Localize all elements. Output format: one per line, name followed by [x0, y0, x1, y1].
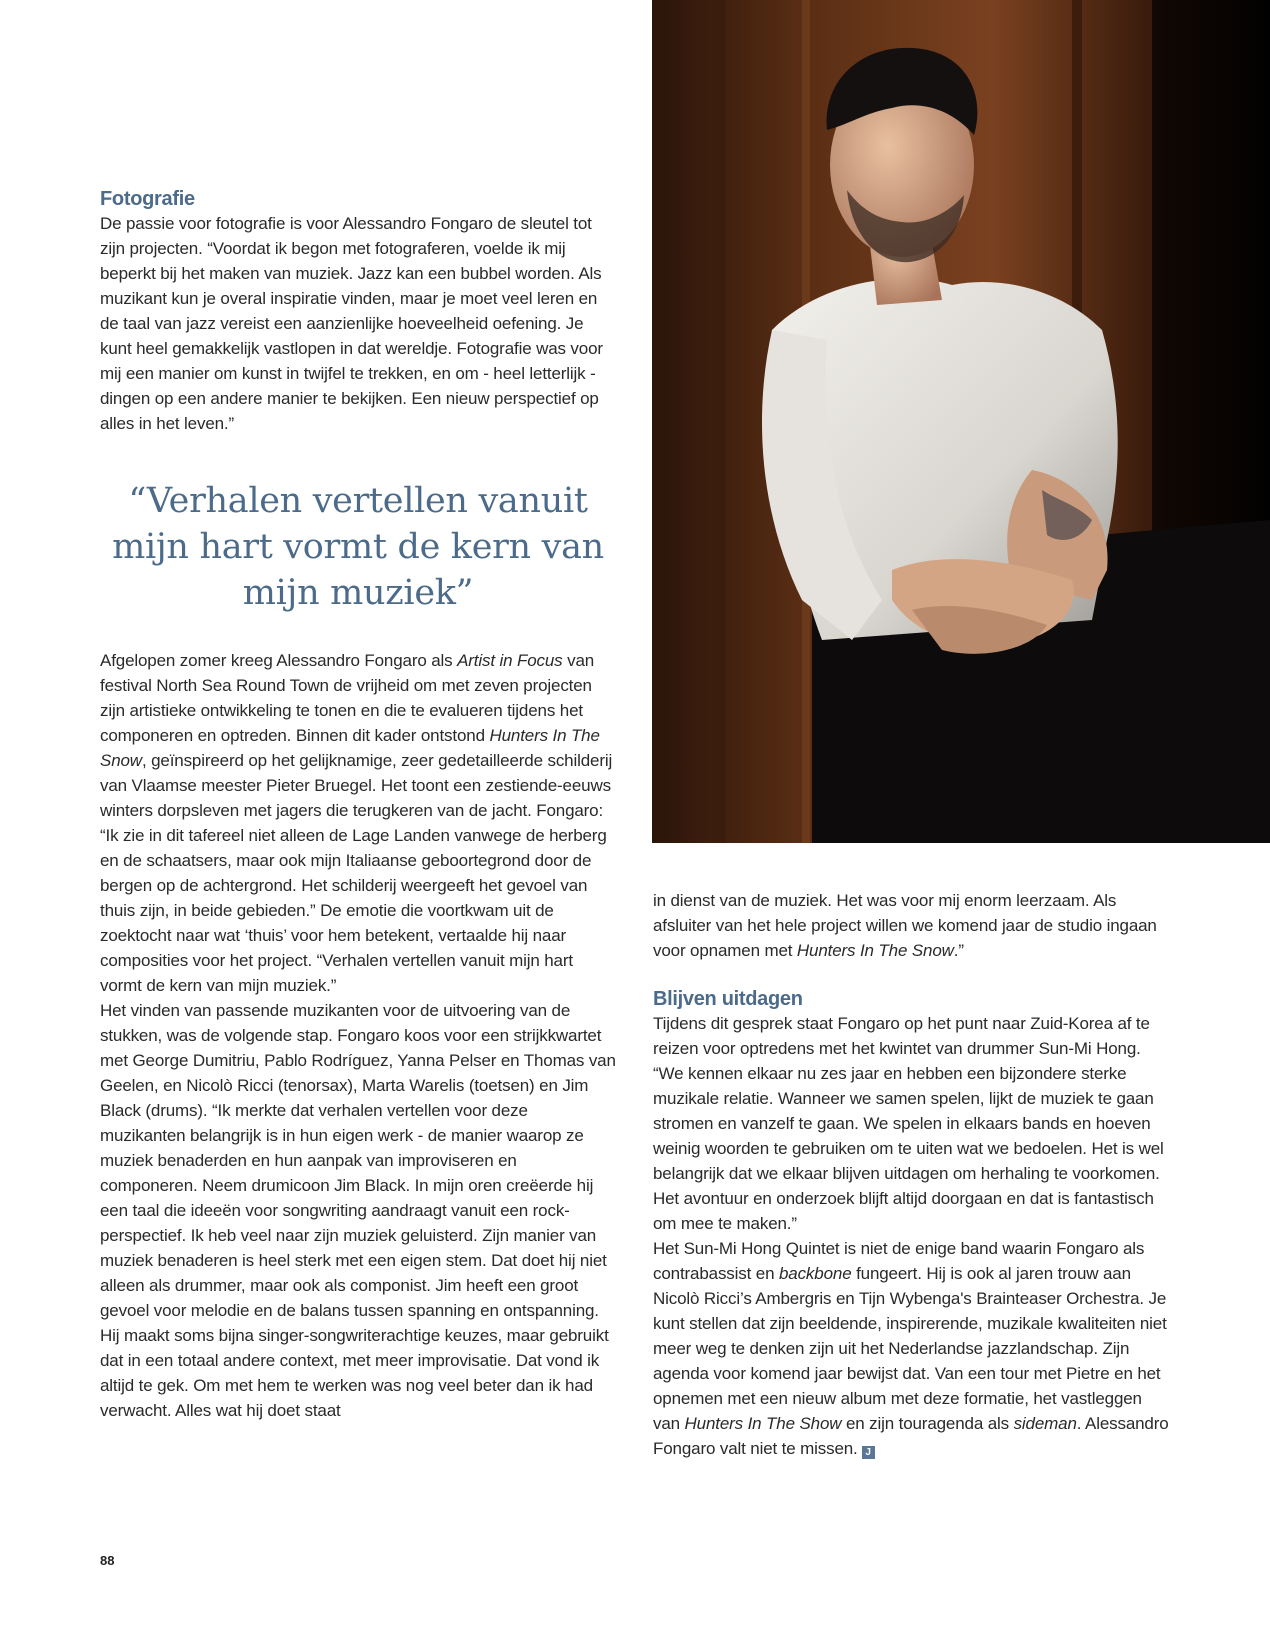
page-number: 88: [100, 1553, 115, 1568]
text-fragment: Afgelopen zomer kreeg Alessandro Fongaro als: [100, 651, 458, 670]
emphasis-backbone: backbone: [778, 1264, 852, 1283]
emphasis-hunters-in-the-show: Hunters In The Show: [684, 1414, 842, 1433]
paragraph-artist-in-focus: [100, 648, 616, 998]
paragraph-continuation: [653, 888, 1173, 963]
section-heading-blijven-uitdagen: Blijven uitdagen: [653, 988, 803, 1010]
section-fotografie: [100, 187, 616, 436]
text-fragment: van festival North Sea Round Town de vrijheid om met zeven projecten zijn artistieke ontwikkeling te tonen en die te evalueren tijdens het componeren en optreden. Binnen dit kader ontstond: [100, 651, 595, 745]
paragraph-sun-mi-hong-quintet: [653, 1236, 1173, 1461]
portrait-illustration: [652, 0, 1270, 843]
section-main-text: [100, 648, 616, 1423]
text-fragment: .”: [953, 941, 964, 960]
text-fragment: fungeert. Hij is ook al jaren trouw aan Nicolò Ricci’s Ambergris en Tijn Wybenga's Brainteaser Orchestra. Je kunt stellen dat zijn beeldende, inspirerende, muzikale kwaliteiten niet meer weg te denken zijn uit het Nederlandse jazzlandschap. Zijn agenda voor komend jaar bewijst dat. Van een tour met Pietre en het opnemen met een nieuw album met deze formatie, het vastleggen van: [653, 1264, 1167, 1433]
text-fragment: in dienst van de muziek. Het was voor mij enorm leerzaam. Als afsluiter van het hele project willen we komend jaar de studio ingaan voor opnamen met: [653, 891, 1157, 960]
emphasis-sideman: sideman: [1013, 1414, 1077, 1433]
paragraph-fotografie: De passie voor fotografie is voor Alessandro Fongaro de sleutel tot zijn projecten. “Voordat ik begon met fotograferen, voelde ik mij beperkt bij het maken van muziek. Jazz kan een bubbel worden. Als muzikant kun je overal inspiratie vinden, maar je moet veel leren en de taal van jazz vereist een aanzienlijke hoeveelheid oefening. Je kunt heel gemakkelijk vastlopen in dat wereldje. Fotografie was voor mij een manier om kunst in twijfel te trekken, en om - heel letterlijk - dingen op een andere manier te bekijken. Een nieuw perspectief op alles in het leven.”: [100, 214, 603, 433]
section-heading-fotografie: Fotografie: [100, 188, 195, 210]
text-fragment: Het Sun-Mi Hong Quintet is niet de enige band waarin Fongaro als contrabassist en: [653, 1239, 1145, 1283]
emphasis-artist-in-focus: Artist in Focus: [457, 651, 563, 670]
paragraph-zuid-korea: Tijdens dit gesprek staat Fongaro op het punt naar Zuid-Korea af te reizen voor optredens met het kwintet van drummer Sun-Mi Hong. “We kennen elkaar nu zes jaar en hebben een bijzondere sterke muzikale relatie. Wanneer we samen spelen, lijkt de muziek te gaan stromen en vanzelf te gaan. We spelen in elkaars bands en hoeven weinig woorden te gebruiken om te uiten wat we bedoelen. Het is wel belangrijk dat we elkaar blijven uitdagen om herhaling te voorkomen. Het avontuur en onderzoek blijft altijd doorgaan en dat is fantastisch om mee te maken.”: [653, 1014, 1164, 1233]
end-of-article-mark: J: [862, 1446, 875, 1459]
text-fragment: en zijn touragenda als: [841, 1414, 1014, 1433]
portrait-photo: [652, 0, 1270, 843]
pull-quote: “Verhalen vertellen vanuit mijn hart vormt de kern van mijn muziek”: [112, 481, 604, 613]
section-right-column: [653, 888, 1173, 1461]
emphasis-hunters-in-the-snow: Hunters In The Snow: [796, 941, 954, 960]
paragraph-musicians: Het vinden van passende muzikanten voor de uitvoering van de stukken, was de volgende stap. Fongaro koos voor een strijkkwartet met George Dumitriu, Pablo Rodríguez, Yanna Pelser en Thomas van Geelen, en Nicolò Ricci (tenorsax), Marta Warelis (toetsen) en Jim Black (drums). “Ik merkte dat verhalen vertellen voor deze muzikanten belangrijk is in hun eigen werk - de manier waarop ze muziek benaderden en hun aanpak van improviseren en componeren. Neem drumicoon Jim Black. In mijn oren creëerde hij een taal die ideeën voor songwriting aandraagt vanuit een rock-perspectief. Ik heb veel naar zijn muziek geluisterd. Zijn manier van muziek benaderen is heel sterk met een eigen stem. Dat doet hij niet alleen als drummer, maar ook als componist. Jim heeft een groot gevoel voor melodie en de balans tussen spanning en ontspanning. Hij maakt soms bijna singer-songwriterachtige keuzes, maar gebruikt dat in een totaal andere context, met meer improvisatie. Dat vond ik altijd te gek. Om met hem te werken was nog veel beter dan ik had verwacht. Alles wat hij doet staat: [100, 1001, 616, 1420]
emphasis-hunters-in-the-snow: Hunters In The Snow: [100, 726, 600, 770]
text-fragment: , geïnspireerd op het gelijknamige, zeer gedetailleerde schilderij van Vlaamse meester Pieter Bruegel. Het toont een zestiende-eeuws winters dorpsleven met jagers die terugkeren van de jacht. Fongaro: “Ik zie in dit tafereel niet alleen de Lage Landen vanwege de herberg en de schaatsers, maar ook mijn Italiaanse geboortegrond door de bergen op de achtergrond. Het schilderij weergeeft het gevoel van thuis zijn, in beide gebieden.” De emotie die voortkwam uit de zoektocht naar wat ‘thuis’ voor hem betekent, vertaalde hij naar composities voor het project. “Verhalen vertellen vanuit mijn hart vormt de kern van mijn muziek.”: [100, 751, 613, 995]
text-fragment: . Alessandro Fongaro valt niet te missen.: [653, 1414, 1169, 1458]
